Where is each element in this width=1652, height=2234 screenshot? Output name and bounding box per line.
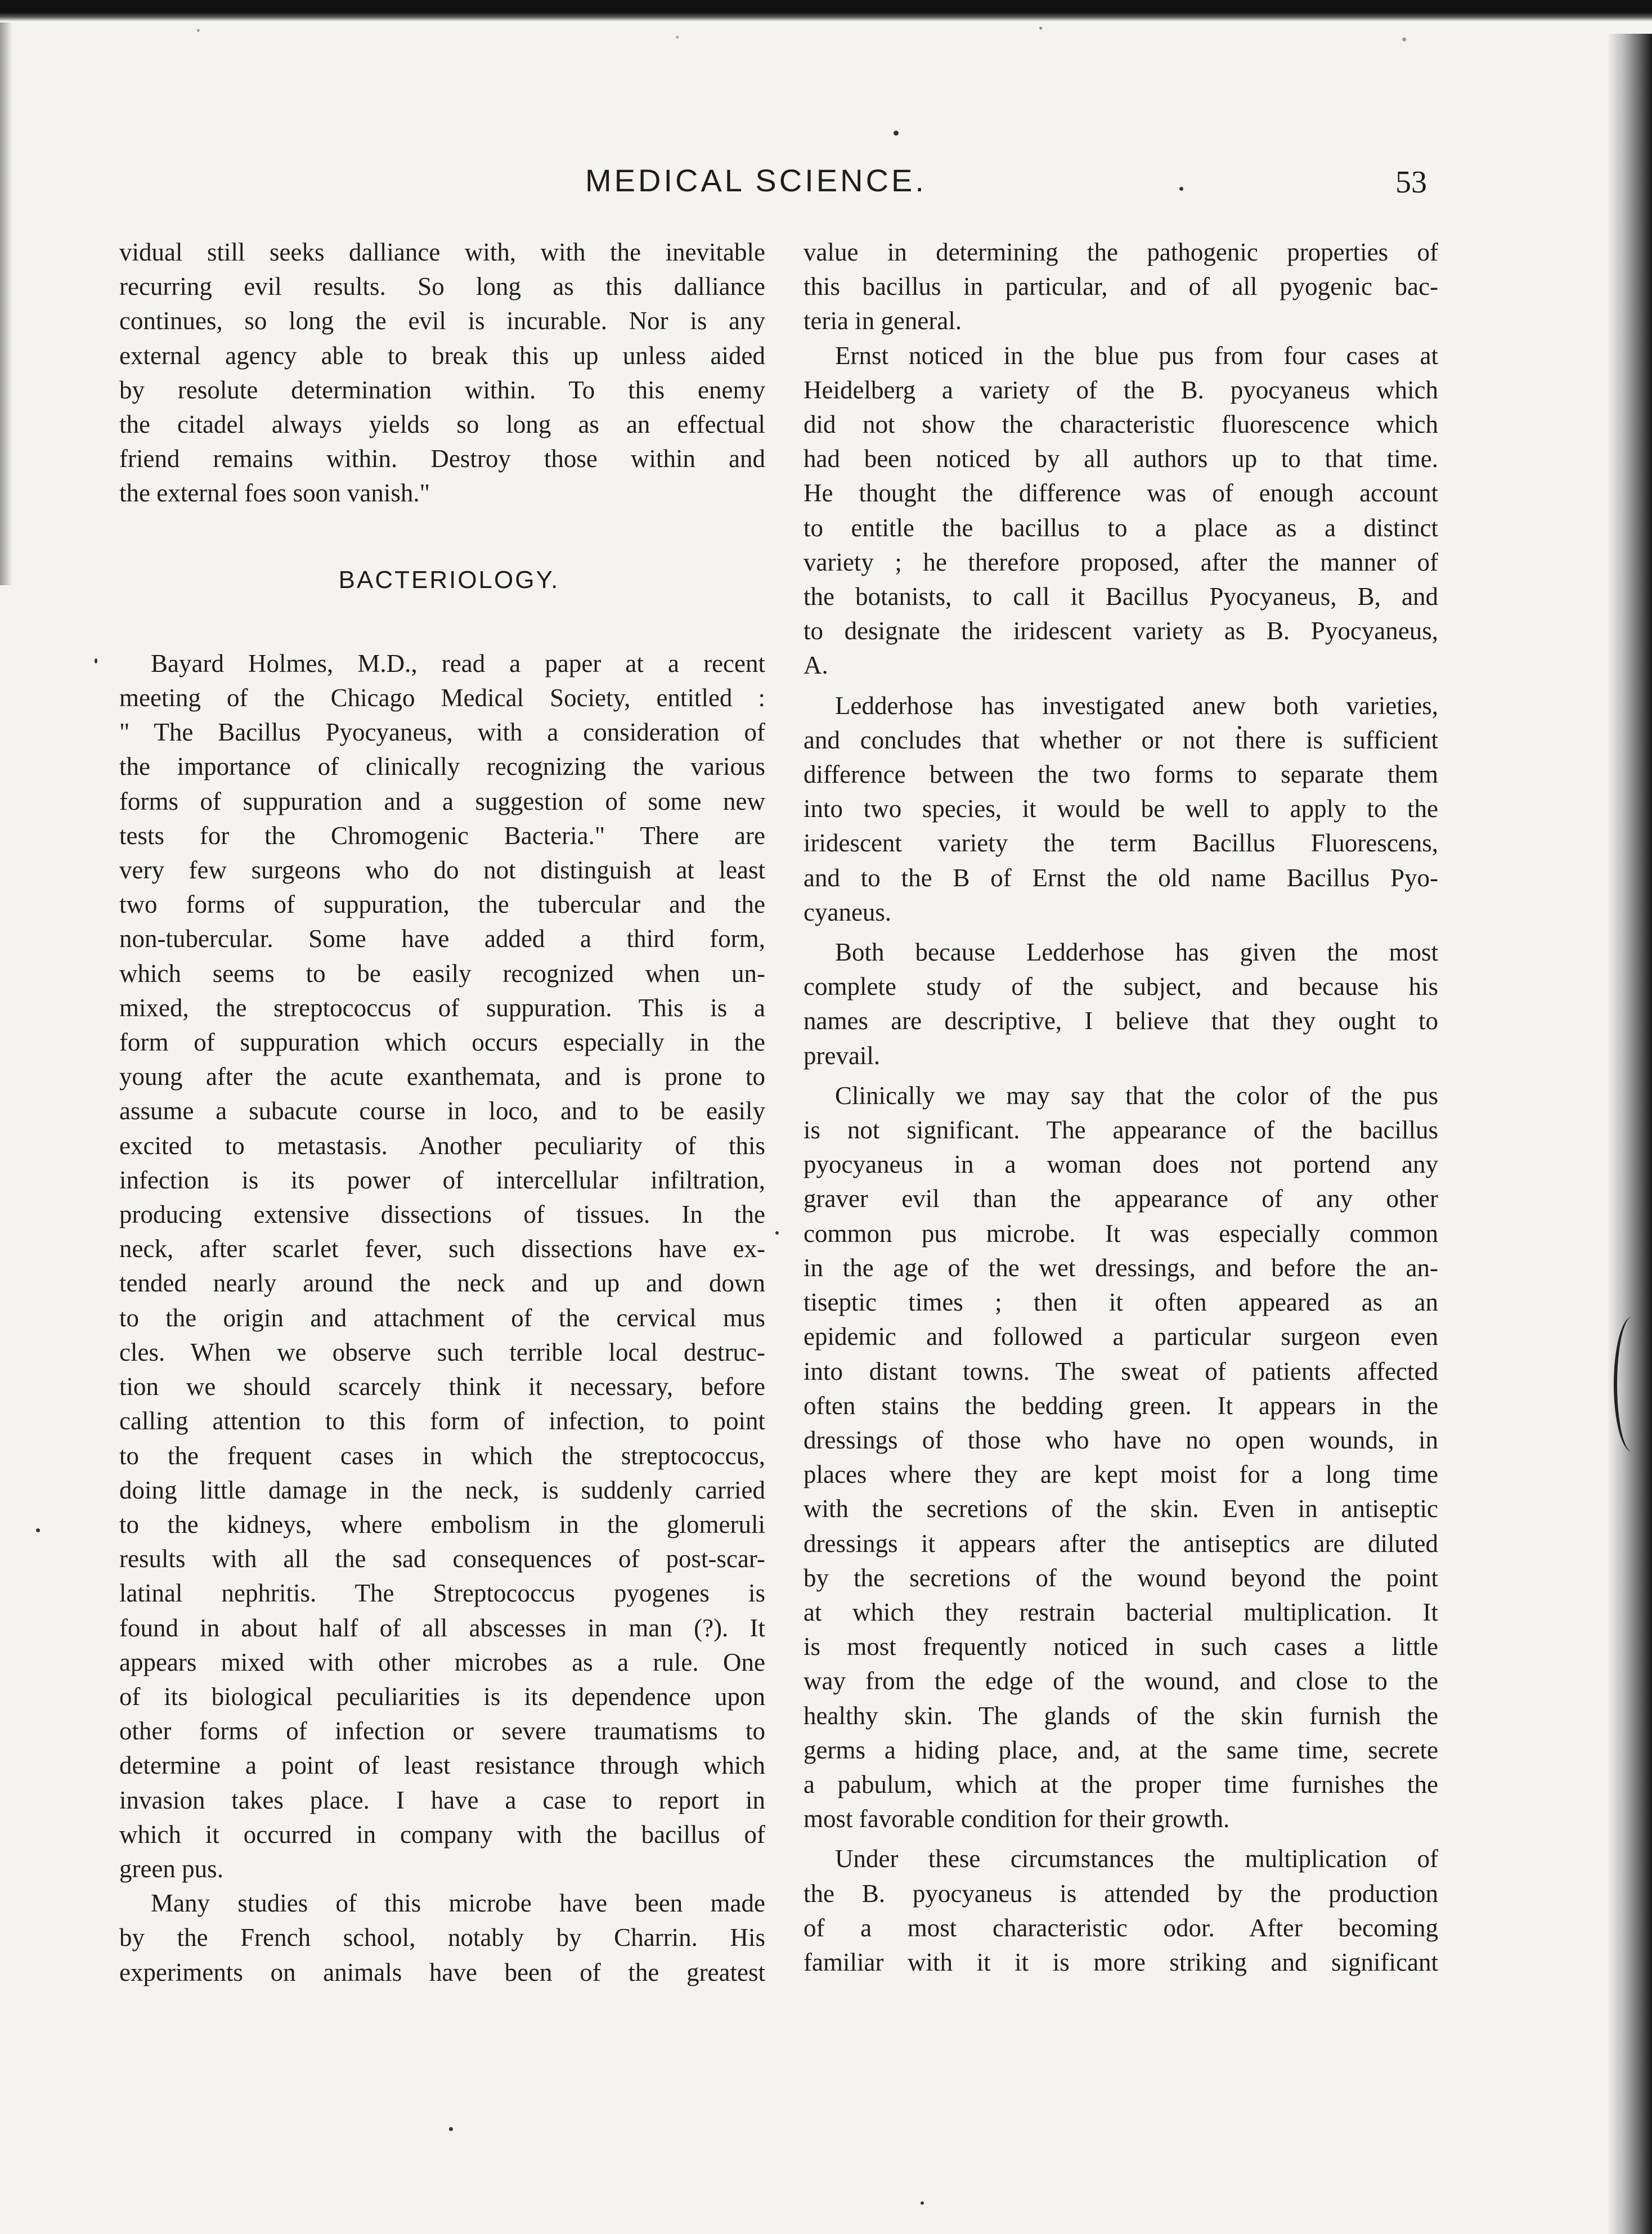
text-line: often stains the bedding green. It appears in the <box>803 1391 1438 1420</box>
body-paragraph <box>803 935 1438 1073</box>
text-line: to designate the iridescent variety as B. Pyocyaneus, <box>803 617 1438 645</box>
text-line: other forms of infection or severe traumatisms to <box>119 1717 765 1746</box>
body-paragraph <box>119 647 765 1886</box>
text-line: neck, after scarlet fever, such dissections have ex- <box>119 1235 765 1263</box>
text-line: way from the edge of the wound, and close to the <box>803 1667 1438 1695</box>
body-paragraph <box>803 689 1438 930</box>
text-line: into two species, it would be well to apply to the <box>803 795 1438 823</box>
scan-page-damage <box>1614 1317 1651 1452</box>
text-line: healthy skin. The glands of the skin furnish the <box>803 1701 1438 1730</box>
text-line: difference between the two forms to separate them <box>803 760 1438 789</box>
page-number: 53 <box>1395 165 1427 200</box>
text-line: young after the acute exanthemata, and is prone to <box>119 1062 765 1091</box>
text-line: is most frequently noticed in such cases a little <box>803 1632 1438 1661</box>
ink-speck <box>894 131 899 136</box>
text-line: in the age of the wet dressings, and before the an- <box>803 1253 1438 1282</box>
continuation-paragraph <box>119 235 765 511</box>
text-line: places where they are kept moist for a long time <box>803 1460 1438 1489</box>
text-line: into distant towns. The sweat of patients affected <box>803 1357 1438 1385</box>
left-column <box>119 235 765 1990</box>
text-line: experiments on animals have been of the greatest <box>119 1958 765 1986</box>
text-line: to entitle the bacillus to a place as a distinct <box>803 513 1438 542</box>
text-line: recurring evil results. So long as this dalliance <box>119 272 765 301</box>
text-line: calling attention to this form of infection, to point <box>119 1407 765 1435</box>
text-line: tion we should scarcely think it necessary, before <box>119 1372 765 1401</box>
text-line: continues, so long the evil is incurable. Nor is any <box>119 307 765 335</box>
text-line: by the French school, notably by Charrin. His <box>119 1923 765 1952</box>
text-line: appears mixed with other microbes as a rule. One <box>119 1648 765 1676</box>
running-header <box>585 162 1446 207</box>
text-line: vidual still seeks dalliance with, with the inevitable <box>119 238 765 266</box>
text-line: did not show the characteristic fluorescence which <box>803 410 1438 439</box>
paragraph-gap <box>803 1073 1438 1079</box>
text-line: friend remains within. Destroy those within and <box>119 445 765 473</box>
text-line: Clinically we may say that the color of the pus <box>835 1081 1438 1110</box>
scan-speckle <box>0 21 1652 66</box>
text-line: Heidelberg a variety of the B. pyocyaneus which <box>803 375 1438 404</box>
text-line: is not significant. The appearance of the bacillus <box>803 1116 1438 1145</box>
text-line: which it occurred in company with the bacillus of <box>119 1820 765 1849</box>
body-paragraph <box>803 1079 1438 1836</box>
text-line: by resolute determination within. To this enemy <box>119 375 765 404</box>
scan-left-edge <box>0 23 12 585</box>
paragraph-gap <box>803 930 1438 935</box>
text-line: non-tubercular. Some have added a third form, <box>119 925 765 953</box>
text-line: results with all the sad consequences of post-scar- <box>119 1545 765 1573</box>
text-line: to the kidneys, where embolism in the glomeruli <box>119 1510 765 1538</box>
text-line: and concludes that whether or not there is sufficient <box>803 725 1438 754</box>
scan-top-border <box>0 0 1652 21</box>
text-line: complete study of the subject, and because his <box>803 972 1438 1001</box>
text-line: epidemic and followed a particular surgeon even <box>803 1322 1438 1351</box>
text-line: found in about half of all abscesses in man (?). It <box>119 1613 765 1642</box>
text-line: form of suppuration which occurs especially in the <box>119 1028 765 1057</box>
text-line: variety ; he therefore proposed, after the manner of <box>803 548 1438 576</box>
text-line: A. <box>803 651 828 680</box>
text-line: value in determining the pathogenic properties of <box>803 238 1438 266</box>
text-line: and to the B of Ernst the old name Bacillus Pyo- <box>803 863 1438 892</box>
running-title: MEDICAL SCIENCE. <box>585 163 927 198</box>
text-line: germs a hiding place, and, at the same time, secrete <box>803 1735 1438 1764</box>
text-line: with the secretions of the skin. Even in antiseptic <box>803 1495 1438 1523</box>
ink-speck <box>449 2127 453 2131</box>
text-line: of a most characteristic odor. After becoming <box>803 1913 1438 1942</box>
scan-right-edge <box>1607 34 1652 2234</box>
text-line: Bayard Holmes, M.D., read a paper at a recent <box>151 649 765 678</box>
section-heading <box>119 563 765 597</box>
text-line: doing little damage in the neck, is suddenly carried <box>119 1475 765 1504</box>
text-line: cles. When we observe such terrible local destruc- <box>119 1338 765 1366</box>
text-line: tests for the Chromogenic Bacteria." There are <box>119 821 765 850</box>
text-line: He thought the difference was of enough account <box>803 479 1438 508</box>
body-paragraph <box>803 339 1438 683</box>
text-line: external agency able to break this up unless aided <box>119 341 765 370</box>
text-line: by the secretions of the wound beyond the point <box>803 1563 1438 1592</box>
text-line: of its biological peculiarities is its dependence upon <box>119 1682 765 1711</box>
text-line: green pus. <box>119 1854 223 1883</box>
text-line: to the origin and attachment of the cervical mus <box>119 1303 765 1332</box>
text-line: the importance of clinically recognizing the various <box>119 752 765 781</box>
text-line: familiar with it it is more striking and significant <box>803 1948 1438 1976</box>
text-line: cyaneus. <box>803 898 892 926</box>
text-line: mixed, the streptococcus of suppuration. This is a <box>119 993 765 1022</box>
text-line: determine a point of least resistance through which <box>119 1751 765 1780</box>
ink-speck <box>921 2201 924 2205</box>
paragraph-gap <box>803 1836 1438 1842</box>
text-line: the external foes soon vanish." <box>119 479 430 508</box>
text-line: forms of suppuration and a suggestion of some new <box>119 787 765 815</box>
text-line: assume a subacute course in loco, and to be easily <box>119 1097 765 1125</box>
body-paragraph <box>803 1842 1438 1980</box>
text-line: a pabulum, which at the proper time furnishes the <box>803 1770 1438 1798</box>
text-line: latinal nephritis. The Streptococcus pyogenes is <box>119 1579 765 1608</box>
text-line: tiseptic times ; then it often appeared as an <box>803 1288 1438 1317</box>
text-line: producing extensive dissections of tissues. In the <box>119 1200 765 1229</box>
body-paragraph <box>803 235 1438 339</box>
ink-speck <box>36 1528 40 1532</box>
text-line: most favorable condition for their growth. <box>803 1805 1230 1833</box>
text-line: pyocyaneus in a woman does not portend any <box>803 1150 1438 1179</box>
text-line: Ernst noticed in the blue pus from four cases at <box>835 341 1438 370</box>
text-line: iridescent variety the term Bacillus Fluorescens, <box>803 829 1438 858</box>
text-line: Many studies of this microbe have been made <box>151 1889 765 1918</box>
body-paragraph <box>119 1886 765 1990</box>
text-line: invasion takes place. I have a case to report in <box>119 1786 765 1814</box>
text-line: tended nearly around the neck and up and down <box>119 1269 765 1298</box>
text-line: infection is its power of intercellular infiltration, <box>119 1165 765 1194</box>
right-column <box>803 235 1438 1980</box>
paragraph-gap <box>803 683 1438 689</box>
text-line: Both because Ledderhose has given the most <box>835 938 1438 967</box>
ink-speck <box>95 658 97 663</box>
text-line: dressings of those who have no open wounds, in <box>803 1425 1438 1454</box>
ink-speck <box>775 1231 779 1235</box>
text-line: two forms of suppuration, the tubercular and the <box>119 890 765 919</box>
text-line: had been noticed by all authors up to that time. <box>803 445 1438 473</box>
text-line: which seems to be easily recognized when un- <box>119 959 765 988</box>
text-line: Under these circumstances the multiplication of <box>835 1845 1438 1873</box>
text-line: to the frequent cases in which the streptococcus, <box>119 1441 765 1470</box>
text-line: excited to metastasis. Another peculiarity of this <box>119 1131 765 1160</box>
text-line: " The Bacillus Pyocyaneus, with a consideration of <box>119 718 765 747</box>
text-line: the botanists, to call it Bacillus Pyocyaneus, B, and <box>803 582 1438 611</box>
text-line: the citadel always yields so long as an effectual <box>119 410 765 439</box>
text-line: common pus microbe. It was especially common <box>803 1219 1438 1248</box>
text-line: names are descriptive, I believe that they ought to <box>803 1007 1438 1035</box>
text-line: teria in general. <box>803 307 962 335</box>
text-line: graver evil than the appearance of any other <box>803 1185 1438 1213</box>
text-line: at which they restrain bacterial multiplication. It <box>803 1598 1438 1626</box>
text-line: prevail. <box>803 1041 881 1070</box>
text-line: meeting of the Chicago Medical Society, entitled : <box>119 684 765 712</box>
text-line: this bacillus in particular, and of all pyogenic bac- <box>803 272 1438 301</box>
text-line: very few surgeons who do not distinguish at least <box>119 856 765 885</box>
text-line: dressings it appears after the antiseptics are diluted <box>803 1529 1438 1558</box>
text-line: the B. pyocyaneus is attended by the production <box>803 1879 1438 1908</box>
text-line: Ledderhose has investigated anew both varieties, <box>835 691 1438 720</box>
section-heading-text: BACTERIOLOGY. <box>338 566 560 594</box>
